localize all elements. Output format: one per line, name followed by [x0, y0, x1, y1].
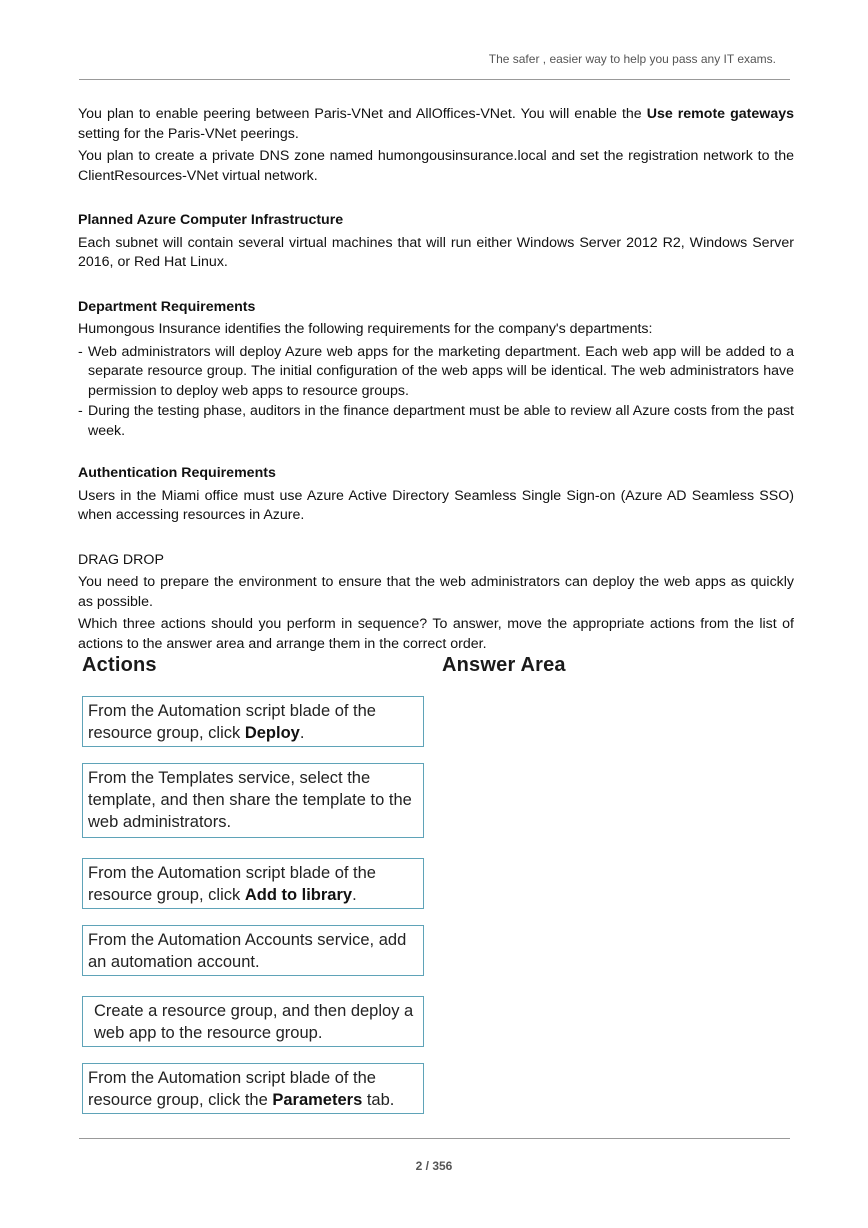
answer-area-dropzone[interactable] — [440, 690, 790, 1120]
document-body — [78, 105, 794, 657]
list-item: - During the testing phase, auditors in the finance department must be able to review all Azure costs from the past week. — [78, 403, 794, 439]
action-item-add-to-library[interactable]: From the Automation script blade of the resource group, click Add to library. — [82, 858, 424, 909]
page-number: 2 / 356 — [415, 1159, 453, 1173]
action-item-share-template[interactable]: From the Templates service, select the template, and then share the template to the web administrators. — [82, 763, 424, 838]
intro-paragraph-1: You plan to enable peering between Paris-VNet and AllOffices-VNet. You will enable the Use remote gateways setting for the Paris-VNet peerings. — [78, 106, 794, 142]
intro-paragraph-2: You plan to create a private DNS zone named humongousinsurance.local and set the registration network to the ClientResources-VNet virtual network. — [78, 148, 794, 184]
infrastructure-text: Each subnet will contain several virtual machines that will run either Windows Server 2012 R2, Windows Server 2016, or Red Hat Linux. — [78, 234, 794, 270]
action-item-deploy[interactable]: From the Automation script blade of the resource group, click Deploy. — [82, 696, 424, 747]
action-item-parameters-tab[interactable]: From the Automation script blade of the resource group, click the Parameters tab. — [82, 1063, 424, 1114]
actions-heading: Actions — [82, 654, 157, 676]
question-paragraph-2: Which three actions should you perform in sequence? To answer, move the appropriate actions from the list of actions to the answer area and arrange them in the correct order. — [78, 616, 794, 652]
section-title-infrastructure: Planned Azure Computer Infrastructure — [78, 212, 344, 228]
question-type: DRAG DROP — [78, 551, 164, 568]
action-item-automation-account[interactable]: From the Automation Accounts service, add an automation account. — [82, 925, 424, 976]
question-paragraph-1: You need to prepare the environment to ensure that the web administrators can deploy the web apps as quickly as possible. — [78, 574, 794, 610]
action-item-create-resource-group[interactable]: Create a resource group, and then deploy a web app to the resource group. — [82, 996, 424, 1047]
header-tagline: The safer , easier way to help you pass any IT exams. — [488, 52, 776, 66]
header-divider — [79, 79, 790, 80]
list-item: - Web administrators will deploy Azure web apps for the marketing department. Each web app will be added to a separate resource group. The initial configuration of the web apps will be identical. The web administrators have permission to deploy web apps to resource groups. — [78, 343, 794, 399]
department-requirements-list — [78, 343, 794, 442]
answer-area-heading: Answer Area — [442, 654, 566, 676]
section-title-department: Department Requirements — [78, 298, 256, 315]
section-title-authentication: Authentication Requirements — [78, 465, 276, 481]
authentication-text: Users in the Miami office must use Azure Active Directory Seamless Single Sign-on (Azure AD Seamless SSO) when accessing resources in Azure. — [78, 487, 794, 523]
department-intro: Humongous Insurance identifies the following requirements for the company's departments: — [78, 321, 653, 337]
footer-divider — [79, 1138, 790, 1139]
